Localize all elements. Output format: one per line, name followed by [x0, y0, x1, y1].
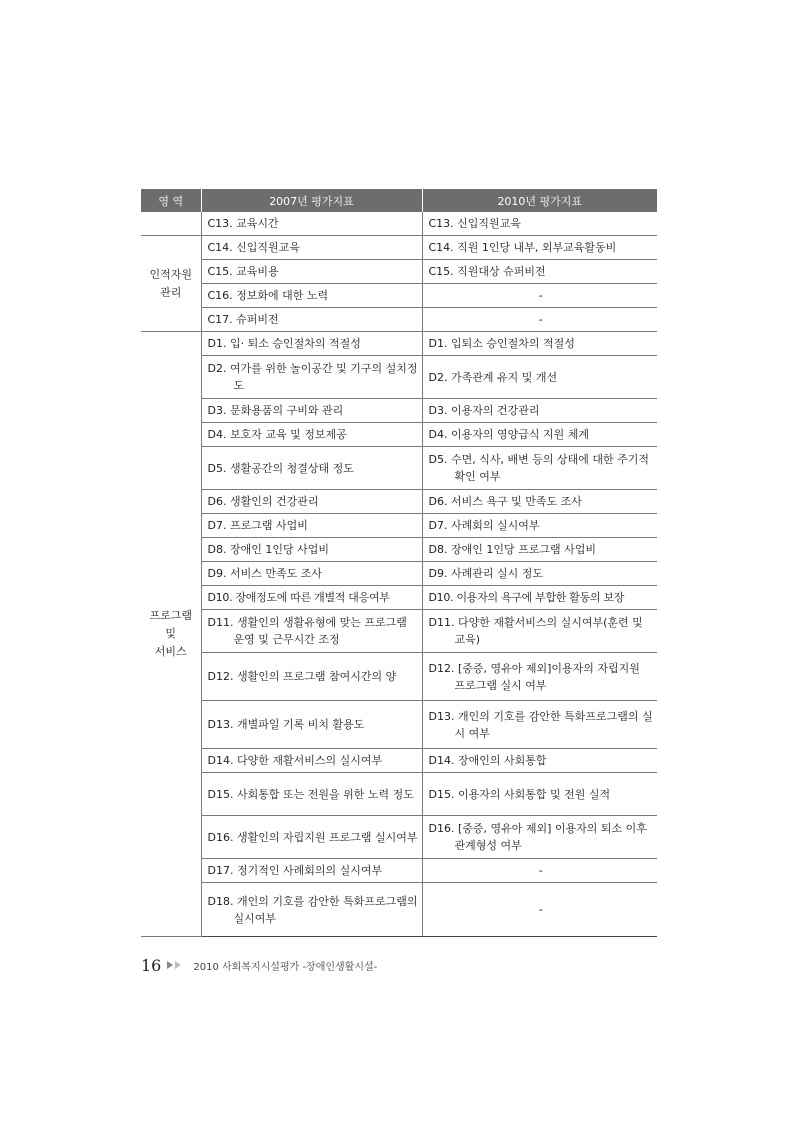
- indicator-2007-cell: [201, 490, 422, 514]
- indicator-2010-cell: [422, 883, 657, 937]
- table-row: [141, 332, 657, 356]
- table-row: [141, 514, 657, 538]
- indicator-2007-cell: [201, 610, 422, 653]
- indicator-2007-text: D15. 사회통합 또는 전원을 위한 노력 정도: [207, 787, 414, 801]
- header-2010-indicators: 2010년 평가지표: [422, 189, 657, 212]
- indicator-2010-text: D11. 다양한 재활서비스의 실시여부(훈련 및 교육): [428, 616, 643, 646]
- indicator-2007-text: D7. 프로그램 사업비: [207, 519, 308, 532]
- table-row: [141, 859, 657, 883]
- indicator-2007-text: D17. 정기적인 사례회의의 실시여부: [207, 864, 383, 877]
- indicator-2010-text: D12. [중증, 영유아 제외]이용자의 자립지원 프로그램 실시 여부: [428, 661, 640, 692]
- indicator-2007-text: D8. 장애인 1인당 사업비: [207, 543, 329, 556]
- indicator-2010-cell: [422, 236, 657, 260]
- table-row: [141, 423, 657, 447]
- indicator-2007-cell: [201, 356, 422, 399]
- page-footer: [141, 955, 377, 975]
- indicator-2010-cell: [422, 284, 657, 308]
- indicator-2007-text: D18. 개인의 기호를 감안한 특화프로그램의 실시여부: [207, 894, 418, 925]
- table-row: [141, 236, 657, 260]
- indicator-2007-cell: [201, 260, 422, 284]
- indicator-2010-cell: [422, 399, 657, 423]
- indicator-2007-cell: [201, 562, 422, 586]
- indicator-2007-text: D10. 장애정도에 따른 개별적 대응여부: [207, 591, 390, 604]
- indicator-2007-cell: [201, 236, 422, 260]
- indicator-2010-text: D6. 서비스 욕구 및 만족도 조사: [428, 495, 582, 508]
- indicator-2010-text: D1. 입퇴소 승인절차의 적절성: [428, 337, 575, 350]
- table-row: [141, 308, 657, 332]
- table-row: [141, 586, 657, 610]
- indicator-2007-text: D12. 생활인의 프로그램 참여시간의 양: [207, 670, 397, 683]
- indicator-2010-cell: [422, 610, 657, 653]
- indicator-2007-text: C17. 슈퍼비전: [207, 313, 279, 326]
- indicator-2007-cell: [201, 773, 422, 816]
- indicator-2007-text: D16. 생활인의 자립지원 프로그램 실시여부: [207, 830, 418, 844]
- indicator-2010-cell: [422, 773, 657, 816]
- indicator-2007-text: D3. 문화용품의 구비와 관리: [207, 404, 344, 417]
- section-human-resources: [141, 236, 201, 332]
- indicator-2007-text: D5. 생활공간의 청결상태 정도: [207, 461, 354, 475]
- indicator-2010-cell: [422, 423, 657, 447]
- indicator-2010-text: D16. [중증, 영유아 제외] 이용자의 퇴소 이후 관계형성 여부: [428, 822, 647, 852]
- table-row: [141, 749, 657, 773]
- indicator-2010-cell: [422, 816, 657, 859]
- indicator-2007-cell: [201, 332, 422, 356]
- indicator-2010-cell: [422, 308, 657, 332]
- footer-title: 2010 사회복지시설평가 -장애인생활시설-: [193, 961, 378, 973]
- indicator-2007-cell: [201, 653, 422, 701]
- indicator-2007-cell: [201, 284, 422, 308]
- table-row: [141, 883, 657, 937]
- indicator-2007-cell: [201, 586, 422, 610]
- indicator-2007-cell: [201, 701, 422, 749]
- indicator-2010-cell: [422, 562, 657, 586]
- indicator-2010-cell: [422, 356, 657, 399]
- header-area: 영 역: [141, 189, 201, 212]
- indicator-2010-cell: [422, 260, 657, 284]
- indicator-2007-text: C14. 신입직원교육: [207, 241, 300, 254]
- indicator-2010-text: D13. 개인의 기호를 감안한 특화프로그램의 실시 여부: [428, 709, 653, 740]
- indicator-2007-cell: [201, 447, 422, 490]
- indicator-2007-cell: [201, 308, 422, 332]
- indicator-2007-text: C15. 교육비용: [207, 265, 279, 278]
- indicator-2010-text: D7. 사례회의 실시여부: [428, 519, 540, 532]
- section-label: 인적자원 관리: [149, 267, 192, 299]
- indicator-2007-cell: [201, 816, 422, 859]
- indicator-2010-cell: [422, 701, 657, 749]
- indicator-2010-cell: [422, 538, 657, 562]
- arrow-icon: [167, 961, 183, 969]
- table-row: [141, 538, 657, 562]
- indicator-2010-text: D14. 장애인의 사회통합: [428, 754, 547, 767]
- indicator-2007-cell: [201, 423, 422, 447]
- table-row: [141, 773, 657, 816]
- indicator-2007-text: D13. 개별파일 기록 비치 활용도: [207, 718, 365, 731]
- indicator-2010-cell: [422, 212, 657, 236]
- table-row: [141, 562, 657, 586]
- indicator-2010-cell: [422, 859, 657, 883]
- indicator-2010-text: D2. 가족관계 유지 및 개선: [428, 370, 558, 384]
- table-header-row: [141, 189, 657, 212]
- table-row: [141, 653, 657, 701]
- table-row: [141, 399, 657, 423]
- table-row: [141, 260, 657, 284]
- indicator-2007-text: D1. 입· 퇴소 승인절차의 적절성: [207, 337, 361, 350]
- indicator-2007-text: D6. 생활인의 건강관리: [207, 495, 319, 508]
- table-row: [141, 701, 657, 749]
- evaluation-indicator-table: [141, 189, 657, 937]
- indicator-2010-cell: [422, 653, 657, 701]
- table-row: [141, 284, 657, 308]
- indicator-2010-text: D4. 이용자의 영양급식 지원 체계: [428, 428, 589, 441]
- indicator-2010-text: C13. 신입직원교육: [428, 217, 521, 230]
- table-row: [141, 356, 657, 399]
- indicator-2010-text: -: [538, 313, 543, 326]
- indicator-2010-cell: [422, 514, 657, 538]
- indicator-2007-cell: [201, 538, 422, 562]
- table-row: [141, 447, 657, 490]
- indicator-2007-text: D2. 여가를 위한 놀이공간 및 기구의 설치정도: [207, 362, 418, 392]
- indicator-2010-text: -: [538, 903, 543, 916]
- indicator-2010-cell: [422, 586, 657, 610]
- indicator-2007-cell: [201, 859, 422, 883]
- indicator-2007-text: D14. 다양한 재활서비스의 실시여부: [207, 754, 383, 767]
- indicator-2010-text: D3. 이용자의 건강관리: [428, 404, 540, 417]
- indicator-2010-text: D9. 사례관리 실시 정도: [428, 567, 543, 580]
- table-row: [141, 816, 657, 859]
- indicator-2010-cell: [422, 332, 657, 356]
- indicator-2010-text: -: [538, 864, 543, 877]
- indicator-2007-text: D11. 생활인의 생활유형에 맞는 프로그램 운영 및 근무시간 조정: [207, 616, 407, 646]
- section-cell-empty: [141, 212, 201, 236]
- table-row: [141, 610, 657, 653]
- table-row: [141, 212, 657, 236]
- indicator-2010-text: C14. 직원 1인당 내부, 외부교육활동비: [428, 241, 617, 254]
- indicator-2010-text: D10. 이용자의 욕구에 부합한 활동의 보장: [428, 591, 625, 604]
- indicator-2007-text: D4. 보호자 교육 및 정보제공: [207, 428, 347, 441]
- indicator-2007-cell: [201, 399, 422, 423]
- indicator-2007-text: C16. 정보화에 대한 노력: [207, 289, 329, 302]
- indicator-2010-text: D15. 이용자의 사회통합 및 전원 실적: [428, 787, 611, 801]
- indicator-2010-cell: [422, 447, 657, 490]
- indicator-2007-text: C13. 교육시간: [207, 217, 279, 230]
- table-row: [141, 490, 657, 514]
- indicator-2007-cell: [201, 883, 422, 937]
- header-2007-indicators: 2007년 평가지표: [201, 189, 422, 212]
- indicator-2007-cell: [201, 514, 422, 538]
- page-number: 16: [141, 955, 162, 975]
- indicator-2010-text: D8. 장애인 1인당 프로그램 사업비: [428, 543, 596, 556]
- indicator-2007-cell: [201, 749, 422, 773]
- indicator-2010-cell: [422, 490, 657, 514]
- indicator-2007-cell: [201, 212, 422, 236]
- indicator-2010-text: D5. 수면, 식사, 배변 등의 상태에 대한 주기적 확인 여부: [428, 453, 649, 483]
- indicator-2010-text: -: [538, 289, 543, 302]
- section-programs-services: [141, 332, 201, 937]
- indicator-2010-cell: [422, 749, 657, 773]
- indicator-2010-text: C15. 직원대상 슈퍼비전: [428, 265, 546, 278]
- indicator-2007-text: D9. 서비스 만족도 조사: [207, 567, 322, 580]
- section-label: 프로그램 및 서비스: [149, 609, 192, 658]
